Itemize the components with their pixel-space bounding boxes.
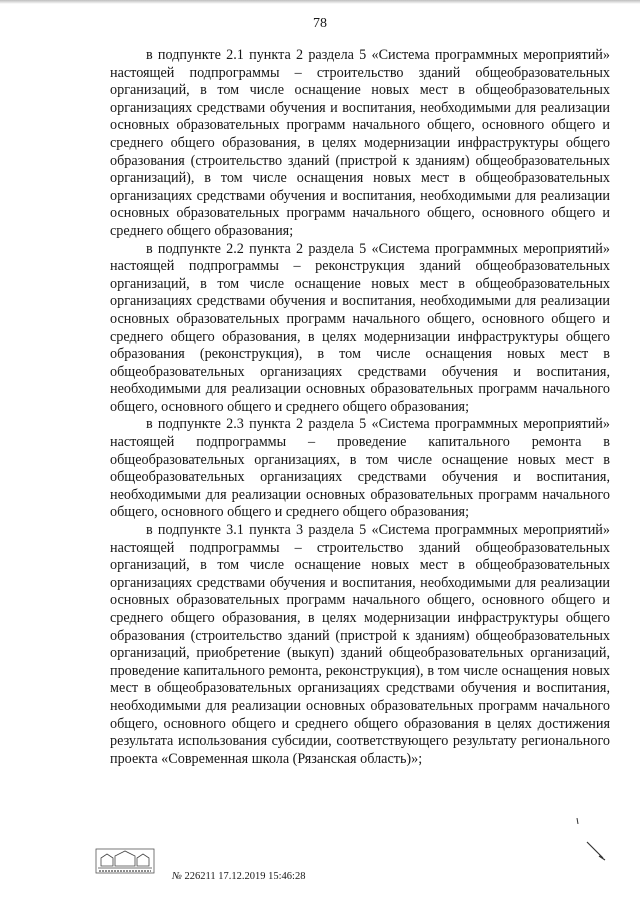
building-emblem-icon — [95, 848, 155, 874]
scan-top-edge — [0, 0, 640, 4]
registration-number-date: 226211 17.12.2019 15:46:28 — [184, 871, 306, 882]
paragraph-subpoint-3-1: в подпункте 3.1 пункта 3 раздела 5 «Система программных мероприятий» настоящей подпрограммы – строительство зданий общеобразовательных организаций, в том числе оснащение новых мест в общеобразовательных организациях средствами обучения и воспитания, необходимыми для реализации основных образовательных программ начального общего, основного общего и среднего общего образования, в целях модернизации инфраструктуры общего образования (строительство зданий (пристрой к зданиям) общеобразовательных организаций, приобретение (выкуп) зданий общеобразовательных организаций, проведение капитального ремонта, реконструкция), в том числе оснащения новых мест в общеобразовательных организациях средствами обучения и воспитания, необходимыми для реализации основных образовательных программ начального общего, основного общего и среднего общего образования в целях достижения результата использования субсидии, соответствующего результату регионального проекта «Современная школа (Рязанская область)»; — [110, 522, 610, 767]
number-sign: № — [172, 871, 182, 882]
document-body — [110, 47, 610, 768]
pen-tick-mark — [575, 818, 581, 824]
page-number: 78 — [313, 16, 327, 31]
paragraph-subpoint-2-1: в подпункте 2.1 пункта 2 раздела 5 «Система программных мероприятий» настоящей подпрограммы – строительство зданий общеобразовательных организаций, в том числе оснащение новых мест в общеобразовательных организациях средствами обучения и воспитания, необходимыми для реализации основных образовательных программ начального общего, основного общего и среднего общего образования, в целях модернизации инфраструктуры общего образования (строительство зданий (пристрой к зданиям) общеобразовательных организаций), в том числе оснащения новых мест в общеобразовательных организациях средствами обучения и воспитания, необходимыми для реализации основных образовательных программ начального общего, основного общего и среднего общего образования; — [110, 47, 610, 239]
pen-scribble-mark — [585, 840, 607, 862]
paragraph-subpoint-2-3: в подпункте 2.3 пункта 2 раздела 5 «Система программных мероприятий» настоящей подпрограммы – проведение капитального ремонта в общеобразовательных организациях, в том числе оснащение новых мест в общеобразовательных организациях средствами обучения и воспитания, необходимыми для реализации основных образовательных программ начального общего, основного общего и среднего общего образования; — [110, 416, 610, 521]
registration-stamp — [172, 871, 305, 882]
paragraph-subpoint-2-2: в подпункте 2.2 пункта 2 раздела 5 «Система программных мероприятий» настоящей подпрограммы – реконструкция зданий общеобразовательных организаций, в том числе оснащение новых мест в общеобразовательных организациях средствами обучения и воспитания, необходимыми для реализации основных образовательных программ начального общего, основного общего и среднего общего образования, в целях модернизации инфраструктуры общего образования (реконструкция), в том числе оснащения новых мест в общеобразовательных организациях средствами обучения и воспитания, необходимыми для реализации основных образовательных программ начального общего, основного общего и среднего общего образования; — [110, 240, 610, 415]
